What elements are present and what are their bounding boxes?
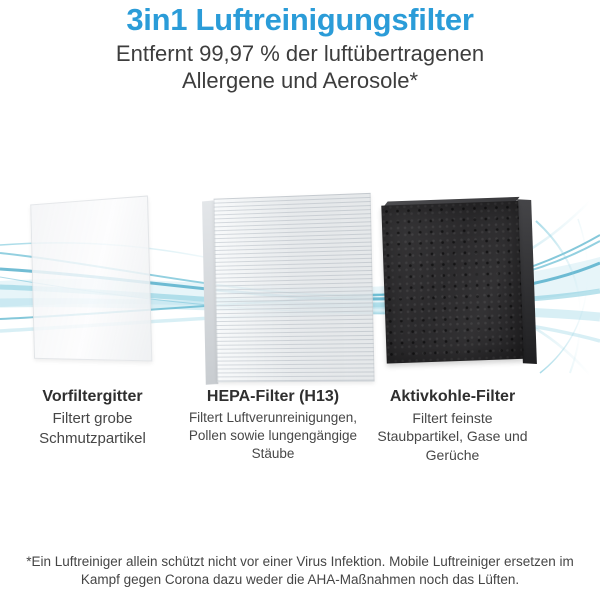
filter-name: Aktivkohle-Filter <box>389 388 516 405</box>
filter-label-prefilter <box>5 388 180 449</box>
footnote-line-2: Kampf gegen Corona dazu weder die AHA-Maßnahmen noch das Lüften. <box>80 572 520 587</box>
disclaimer-footnote <box>4 553 596 589</box>
footnote-line-1: *Ein Luftreiniger allein schützt nicht vor einer Virus Infektion. Mobile Luftreiniger ersetzen im <box>26 554 574 569</box>
prefilter-panel-image <box>30 195 152 361</box>
hepa-filter-panel-image <box>202 193 375 383</box>
carbon-filter-panel-image <box>381 200 536 363</box>
filter-name: HEPA-Filter (H13) <box>206 388 340 405</box>
filter-description: Filtert Luftverunreinigungen, Pollen sowie lungengängige Stäube <box>188 410 358 461</box>
filter-name: Vorfiltergitter <box>42 388 143 405</box>
carbon-panel-front-face <box>381 201 523 364</box>
hepa-panel-front-face <box>214 193 375 383</box>
filter-illustration-band <box>0 183 600 395</box>
page-title: 3in1 Luftreinigungsfilter <box>126 2 474 37</box>
subtitle-line-1: Entfernt 99,97 % der luftübertragenen <box>115 41 485 66</box>
filter-label-carbon <box>360 388 545 464</box>
filter-description: Filtert grobe Schmutzpartikel <box>39 410 146 447</box>
filter-label-hepa <box>175 388 371 462</box>
subtitle-line-2: Allergene und Aerosole* <box>181 68 419 93</box>
page-subtitle <box>0 40 600 94</box>
filter-description: Filtert feinste Staubpartikel, Gase und Gerüche <box>377 410 528 463</box>
